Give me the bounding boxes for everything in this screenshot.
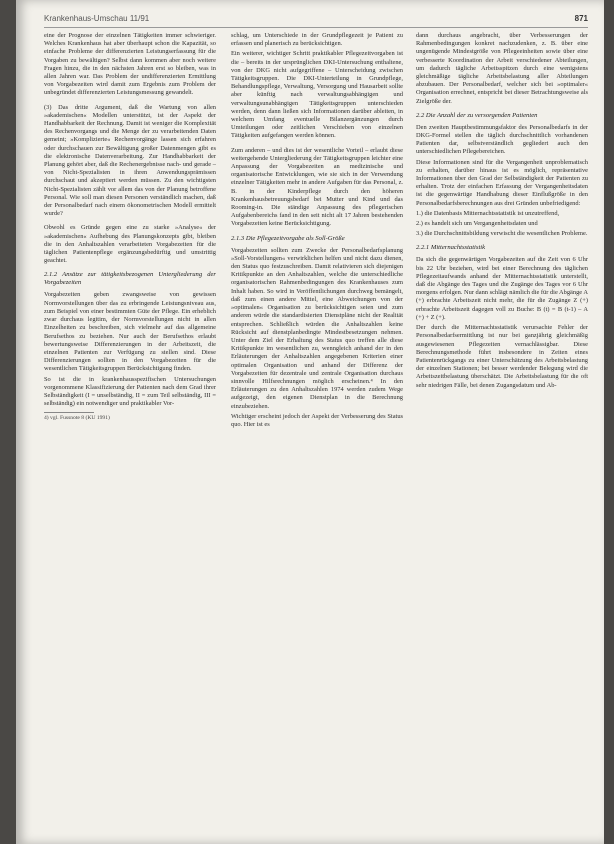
- paragraph: Obwohl es Gründe gegen eine zu starke »Analyse« der »akademischen« Aufhebung des Planungskonzepts gibt, bleiben die in den Anhaltszahlen verarbeiteten Vorgabezeiten für die täglichen Patientenpflege ergänzungsbedürftig und umstrittig geachtet.: [44, 224, 216, 265]
- section-heading: 2.2 Die Anzahl der zu versorgenden Patienten: [416, 111, 538, 119]
- section-heading: 2.2.1 Mitternachtsstatistik: [416, 244, 486, 252]
- page-number: 871: [574, 14, 588, 23]
- paragraph: Den zweiten Hauptbestimmungsfaktor des Personalbedarfs in der DKG-Formel stellen die täglich durchschnittlich vorhandenen Patienten dar, selbstverständlich gegliedert auch den unterschiedlichen Pflegebereichen.: [416, 123, 588, 156]
- paragraph: So ist die in krankenhausspezifischen Untersuchungen vorgenommene Klassifizierung der Patienten nach dem Grad ihrer Selbständigkeit (I = unselbständig, II = zum Teil selbständig, III = selbständig) ein notwendiger und praktikabler Vor-: [44, 375, 216, 408]
- list-item: 2.) es handelt sich um Vergangenheitsdaten und: [416, 220, 538, 228]
- footnote-rule: [44, 412, 94, 413]
- column-middle: [231, 32, 403, 431]
- reason-list: [416, 210, 588, 239]
- paragraph: eine der Prognose der einzelnen Tätigkeiten immer schwieriger. Welches Krankenhaus hat aber überhaupt schon die Kapazität, so einfache Probleme der differenzierten Leistungserfassung für die Vorgaben zu bewältigen? Selbst dann kommen aber noch weitere Fragen hinzu, die in den nächsten Jahren erst so bleiben, was in allen Jahren war. Das Problem der undifferenzierten Ermittlung von Vorgabezeiten wird damit zum Ergebnis zum Problem der unbegründet differenzierten Leistungsmessung gewandelt.: [44, 32, 216, 97]
- paragraph: schlag, um Unterschiede in der Grundpflegezeit je Patient zu erfassen und planerisch zu berücksichtigen.: [231, 32, 403, 48]
- paragraph: Da sich die gegenwärtigen Vorgabezeiten auf die Zeit von 6 Uhr bis 22 Uhr beziehen, wird bei einer Berechnung des täglichen Pflegezeitaufwands anhand der Mitternachtsstatistik unterstellt, daß die Abgänge des Tages und die Zugänge des Tages vor 6 Uhr morgens erfolgen. Nur dann schlägt nämlich die für die Abgänge A (+) erbrachte Arbeitszeit nicht mehr, die für die Zugänge Z (+) erbrachte Arbeitszeit dagegen voll zu Buche: B (t) = B (t-1) – A (+) + Z (+).: [416, 256, 588, 321]
- paragraph: Der durch die Mitternachtsstatistik verursachte Fehler der Personalbedarfsermittlung ist nur bei ganzjährig gleichmäßig ausgewiesenen Pflegezeiten vernachlässigbar. Diese Berechnungsmethode führt insbesondere in Zeiten eines Patientenrückgangs zu einer Unterschätzung des Arbeitsbelastung der einzelnen Stationen; bei besser werdender Belegung wird die Arbeitszeitbelastung überschätzt. Die Arbeitsbelastung für die oft sehr niedrigen Fälle, bei denen Zugangsdatum und Ab-: [416, 324, 588, 389]
- list-item: 1.) die Datenbasis Mitternachtsstatistik ist unzutreffend,: [416, 209, 560, 217]
- paragraph: (3) Das dritte Argument, daß die Wartung von allen »akademischen« Modellen unterstützt, ist der Aspekt der Handhabbarkeit der Rechnung. Damit ist weniger die Komplexität des Rechenvorgangs und die Menge der zu verarbeitenden Daten gemeint; »Komplizierte« Rechenvorgänge lassen sich erfahren oder durchschauen zur Bewältigung großer Datenmengen gibt es die elektronische Datenverarbeitung. Zur Handhabbarkeit der Planung gehört aber, daß die Rechenergebnisse nach- und gerade – von Nicht-Spezialisten in ihren Anwendungsprämissen durchschaut und akzeptiert werden müssen. Zu den wichtigsten Nicht-Spezialisten zählt vor allem das von der Planung betroffene Personal. Wie soll man diesen Personen verständlich machen, daß der Personalbedarf nach einem ökonometrischen Modell ermittelt wurde?: [44, 103, 216, 218]
- paragraph: Diese Informationen sind für die Vergangenheit unproblematisch zu erhalten, darüber hinaus ist es möglich, repräsentative Informationen über den Grad der Selbständigkeit der Patienten zu erhalten. Trotz der einfachen Erfassung der Vergangenheitsdaten ist die gegenwärtige Handhabung dieser Einflußgröße in den Personalbedarfsberechnungen aus drei Gründen unbefriedigend:: [416, 158, 588, 207]
- column-left: [44, 32, 216, 422]
- list-item: 3.) die Durchschnittsbildung verwischt die wesentlichen Probleme.: [416, 230, 588, 238]
- paragraph: dann durchaus angebracht, über Verbesserungen der Rahmenbedingungen konkret nachzudenken, z. B. über eine ungenügende Mindestgröße von Pflegeeinheiten sowie über eine verbesserte Koordination der Arbeit verschiedener Abteilungen, um dadurch tägliche Arbeitsspitzen durch eine wenigstens gleichmäßige tägliche Arbeitsbelastung aller Abteilungen abzubauen. Der Personalbedarf, welcher sich bei »optimaler« Organisation errechnet, entspricht bei dieser Betrachtungsweise als Zielgröße der.: [416, 32, 588, 105]
- running-header: [44, 14, 588, 26]
- paragraph: Ein weiterer, wichtiger Schritt praktikabler Pflegezeitvorgaben ist die – bereits in der ursprünglichen DKI-Untersuchung enthaltene, von der DKG nicht aufgegriffene – Unterscheidung zwischen Tätigkeitsgruppen. Die DKI-Unterteilung in Grundpflege, Behandlungspflege, Verwaltung, Versorgung und Hausarbeit sollte aber künftig nach verwaltungsabhängigen und verwaltungsunabhängigen Tätigkeitsgruppen unterschieden werden, denn dann ließen sich Informationen darüber ableiten, in welchem Umfang eventuelle Bilanzergänzungen durch Umteilungen oder zeitlichen Verschieben von einzelnen Tätigkeiten aufgefangen werden können.: [231, 50, 403, 140]
- footnote: 4) vgl. Fussnote 8 (KU 1991): [44, 415, 110, 422]
- header-rule: [44, 27, 588, 28]
- section-heading: 2.1.2 Ansätze zur tätigkeitsbezogenen Untergliederung der Vorgabezeiten: [44, 271, 216, 287]
- paragraph: Vorgabezeiten geben zwangsweise von gewissen Normvorstellungen über das zu erbringende Leistungsniveau aus, zum Beispiel von einer bestimmten Güte der Pflege. Ein erheblich zwar durchaus legitim, der Normvorstellungen nicht in allen Einzelheiten zu beschreiben, sich vielmehr auf das allgemeine Berufsethos zu beziehen. Nur auch der Berufsethos erlaubt bewertungsweise Differenzierungen in der Arbeitszeit, die einzelnen Patienten zur Verfügung zu stellen sind. Diese Differenzierungen sollten in den Vorgabezeiten für die wesentlichen Tätigkeitsgruppen Berücksichtigung finden.: [44, 291, 216, 373]
- column-right: [416, 32, 588, 392]
- paragraph: Vorgabezeiten sollten zum Zwecke der Personalbedarfsplanung »Soll-Vorstellungen« verwirklichen helfen und nicht dazu dienen, den Status quo festzuschreiben. Damit relativieren sich diejenigen Kritikpunkte an den Anhaltszahlen, welche die unterschiedliche organisatorischen Rahmenbedingungen des Krankenhauses zum Inhalt haben. So wird in Veröffentlichungen durchweg bemängelt, daß zum einen andere Mittel, eine Abweichungen von der »optimalen« Organisation zu berücksichtigen seien und zum anderen würde die standardisierten Dienstpläne nicht der Realität entsprechen. Schließlich würden die Anhaltszahlen keine Rücksicht auf dienstplanbedingte Mindestbesetzungen nehmen. Unter dem Ziel der Erhaltung des Status quo treffen alle diese Kritikpunkte im wesentlichen zu, wenngleich anhand der in den Erläuterungen der Anhaltszahlen angegebenen Kriterien einer optimalen Organisation und anhand der Differenz der Vorgabezeiten für dezentrale und zentrale Organisation durchaus sinnvolle Hilfsrechnungen möglich erscheinen.⁴ In den Erläuterungen zu den Anhaltszahlen 1974 werden zudem Wege aufgezeigt, den eigenen Dienstplan in die Berechnung einzubeziehen.: [231, 246, 403, 410]
- paragraph: Zum anderen – und dies ist der wesentliche Vorteil – erlaubt diese weitergehende Untergliederung der Tätigkeitsgruppen leichter eine Anpassung der Vorgabezeiten an medizinische und organisatorische Entwicklungen, wie sie sich in der Verwendung einzelner Tätigkeiten mehr in andere Aufgaben für das Personal, z. B. in der Kinderpflege durch den höheren Krankenhausbetreuungsbedarf bei Mutter und Kind und das Rooming-in. Die ständige Anpassung des pflegerischen Aufgabenbereichs fand in den seit nicht alt 17 Jahren bestehenden Vorgabezeiten keine Berücksichtigung.: [231, 146, 403, 228]
- document-page: [16, 0, 604, 844]
- section-heading: 2.1.3 Die Pflegezeitvorgabe als Soll-Größe: [231, 234, 345, 242]
- paragraph: Wichtiger erscheint jedoch der Aspekt der Verbesserung des Status quo. Hier ist es: [231, 412, 403, 428]
- journal-title: Krankenhaus-Umschau 11/91: [44, 14, 150, 23]
